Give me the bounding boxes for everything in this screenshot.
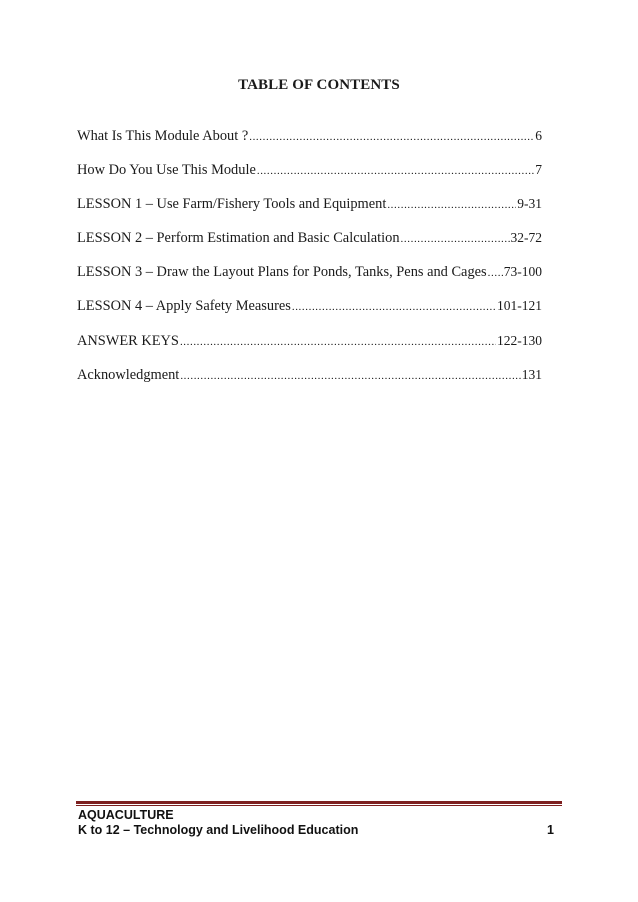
toc-entry-pages: 7 [535,162,542,178]
toc-entry-lesson-1[interactable] [77,196,542,230]
dot-leader [249,128,534,145]
toc-entry-answer-keys[interactable] [77,333,542,367]
toc-entry-lesson-4[interactable] [77,298,542,332]
toc-entry-label: LESSON 2 – Perform Estimation and Basic Calculation [77,230,400,247]
toc-entry-label: LESSON 4 – Apply Safety Measures [77,298,291,315]
table-of-contents [77,128,542,401]
toc-entry-pages: 73-100 [503,264,542,280]
toc-entry-label: What Is This Module About ? [77,128,249,144]
toc-entry-label: ANSWER KEYS [77,332,179,349]
toc-entry-acknowledgment[interactable] [77,367,542,401]
toc-entry-pages: 32-72 [510,230,542,246]
page-footer [78,808,554,838]
toc-entry-pages: 9-31 [517,196,542,212]
footer-divider [76,801,562,804]
toc-entry-pages: 122-130 [497,332,542,348]
footer-subject: AQUACULTURE [78,808,174,822]
toc-entry-module-about[interactable] [77,128,542,162]
dot-leader [401,230,510,247]
toc-entry-label: How Do You Use This Module [77,162,256,179]
dot-leader [488,264,503,281]
toc-entry-label: Acknowledgment [77,366,180,383]
dot-leader [180,367,520,384]
toc-entry-label: LESSON 3 – Draw the Layout Plans for Ponds, Tanks, Pens and Cages [77,264,487,281]
toc-entry-pages: 6 [535,128,542,143]
dot-leader [387,196,516,213]
toc-entry-pages: 101-121 [497,298,542,314]
toc-entry-label: LESSON 1 – Use Farm/Fishery Tools and Equipment [77,196,387,213]
footer-course: K to 12 – Technology and Livelihood Education [78,823,359,837]
dot-leader [292,298,496,315]
footer-divider-thin [76,805,562,806]
toc-entry-lesson-3[interactable] [77,264,542,298]
dot-leader [180,333,496,350]
dot-leader [257,162,534,179]
page-title: TABLE OF CONTENTS [238,77,400,93]
toc-entry-pages: 131 [521,366,542,382]
footer-page-number: 1 [547,823,554,837]
toc-entry-lesson-2[interactable] [77,230,542,264]
toc-entry-how-to-use[interactable] [77,162,542,196]
